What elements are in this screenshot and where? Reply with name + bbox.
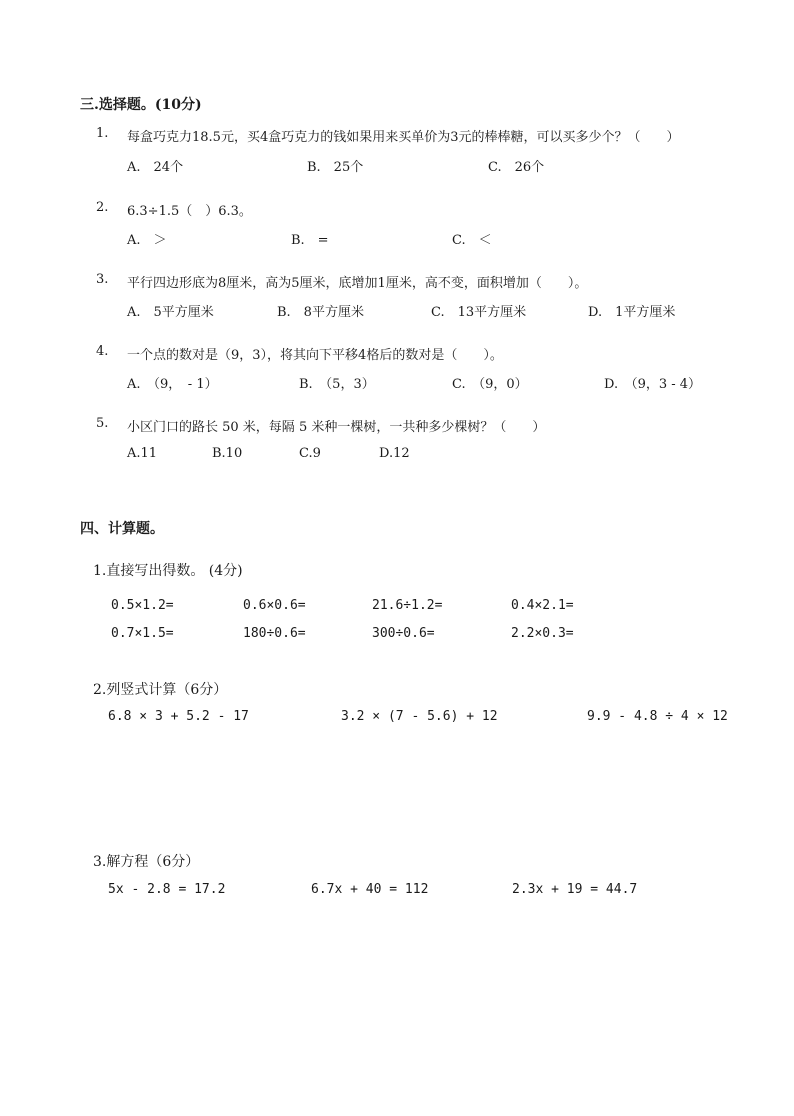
vertical-calc-item: 9.9 - 4.8 ÷ 4 × 12 (587, 709, 728, 724)
calc-item: 0.7×1.5= (111, 626, 174, 641)
question-text: 6.3÷1.5（ ）6.3。 (127, 204, 252, 219)
option-c: C. 26个 (488, 160, 545, 175)
vertical-calc-item: 6.8 × 3 + 5.2 - 17 (108, 709, 249, 724)
calc-item: 0.5×1.2= (111, 598, 174, 613)
question-text: 一个点的数对是（9，3），将其向下平移4格后的数对是（ ）。 (127, 348, 503, 363)
equation-item: 6.7x + 40 = 112 (311, 882, 429, 897)
calc-item: 0.4×2.1= (511, 598, 574, 613)
question-text: 平行四边形底为8厘米，高为5厘米，底增加1厘米，高不变，面积增加（ ）。 (127, 276, 588, 291)
option-c: C. （9，0） (452, 377, 528, 392)
vertical-calc-item: 3.2 × (7 - 5.6) + 12 (341, 709, 498, 724)
option-a: A. ＞ (127, 233, 167, 248)
part3-title: 3.解方程（6分） (93, 854, 200, 870)
calc-item: 2.2×0.3= (511, 626, 574, 641)
equation-item: 5x - 2.8 = 17.2 (108, 882, 226, 897)
question-number: 5. (96, 416, 109, 431)
option-b: B. 25个 (307, 160, 364, 175)
part1-title: 1.直接写出得数。 (4分) (93, 563, 243, 579)
option-b: B. （5，3） (299, 377, 375, 392)
part2-title: 2.列竖式计算（6分） (93, 682, 228, 698)
question-number: 3. (96, 272, 109, 287)
option-a: A. 24个 (127, 160, 184, 175)
option-d: D. （9，3 - 4） (604, 377, 702, 392)
option-a: A. 5平方厘米 (127, 305, 214, 320)
section4-title: 四、计算题。 (80, 521, 164, 537)
option-b: B. = (291, 233, 329, 248)
calc-item: 0.6×0.6= (243, 598, 306, 613)
question-number: 4. (96, 344, 109, 359)
option-b: B. 8平方厘米 (277, 305, 364, 320)
calc-item: 180÷0.6= (243, 626, 306, 641)
option-c: C. ＜ (452, 233, 492, 248)
option-d: D.12 (379, 446, 410, 461)
option-d: D. 1平方厘米 (588, 305, 676, 320)
question-text: 小区门口的路长 50 米，每隔 5 米种一棵树，一共种多少棵树？（ ） (127, 420, 546, 435)
option-c: C.9 (299, 446, 321, 461)
option-c: C. 13平方厘米 (431, 305, 527, 320)
option-b: B.10 (212, 446, 243, 461)
question-text: 每盒巧克力18.5元，买4盒巧克力的钱如果用来买单价为3元的棒棒糖，可以买多少个？（ ） (127, 130, 680, 145)
question-number: 2. (96, 200, 109, 215)
section3-title: 三.选择题。(10分) (80, 97, 202, 113)
option-a: A.11 (127, 446, 158, 461)
option-a: A. （9， - 1） (127, 377, 218, 392)
question-number: 1. (96, 126, 109, 141)
equation-item: 2.3x + 19 = 44.7 (512, 882, 638, 897)
calc-item: 21.6÷1.2= (372, 598, 443, 613)
calc-item: 300÷0.6= (372, 626, 435, 641)
